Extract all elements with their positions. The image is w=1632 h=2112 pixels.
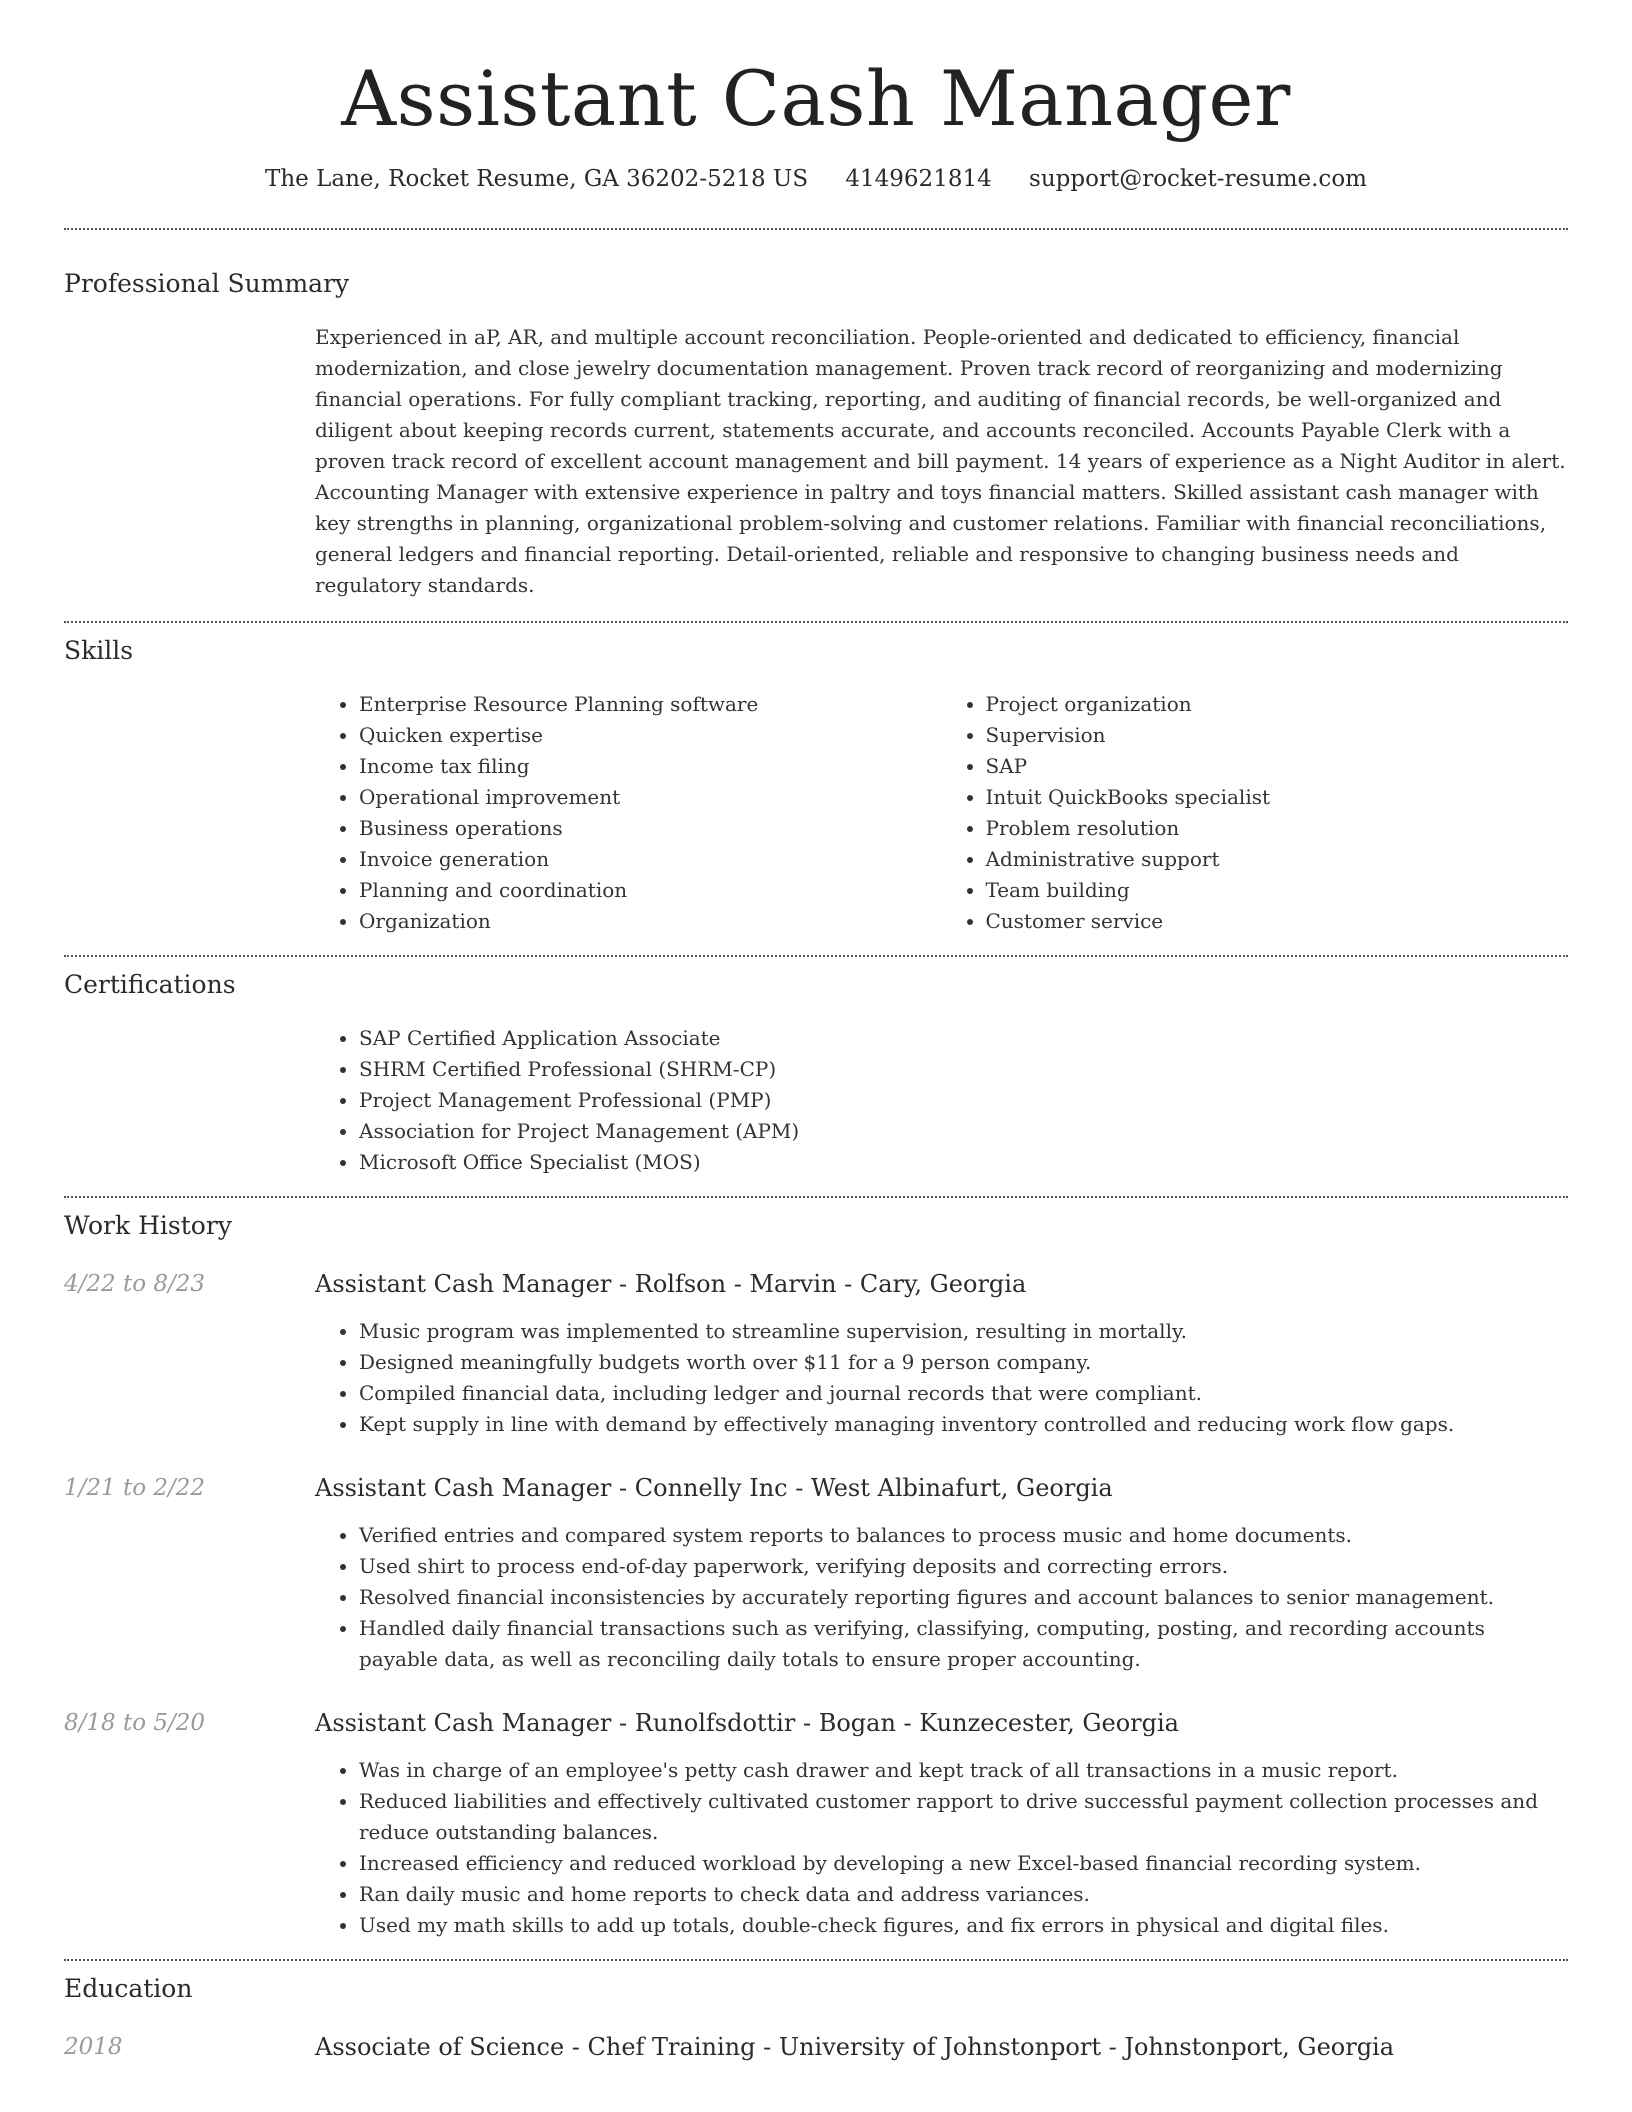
certifications-list bbox=[315, 1023, 1568, 1178]
skill-item: • Administrative support bbox=[986, 844, 1569, 875]
job-details bbox=[315, 1316, 1568, 1440]
skill-item: • Quicken expertise bbox=[359, 720, 942, 751]
job-bullet: • Was in charge of an employee's petty cash drawer and kept track of all transactions in a music report. bbox=[359, 1755, 1568, 1786]
skill-item: • Supervision bbox=[986, 720, 1569, 751]
job-title: Assistant Cash Manager - Connelly Inc - West Albinafurt, Georgia bbox=[315, 1474, 1113, 1502]
certification-item: • Microsoft Office Specialist (MOS) bbox=[359, 1147, 1568, 1178]
skill-item: • Income tax filing bbox=[359, 751, 942, 782]
skill-item: • Intuit QuickBooks specialist bbox=[986, 782, 1569, 813]
job-bullet: • Verified entries and compared system reports to balances to process music and home documents. bbox=[359, 1520, 1568, 1551]
job-bullet: • Designed meaningfully budgets worth over $11 for a 9 person company. bbox=[359, 1347, 1568, 1378]
skills-list-right bbox=[942, 689, 1569, 937]
summary-heading: Professional Summary bbox=[64, 269, 350, 298]
resume-name: Assistant Cash Manager bbox=[341, 54, 1291, 143]
summary-section bbox=[64, 268, 1568, 601]
certification-item: • SHRM Certified Professional (SHRM-CP) bbox=[359, 1054, 1568, 1085]
skills-heading: Skills bbox=[64, 636, 134, 665]
certifications-content bbox=[315, 1023, 1568, 1178]
education-date: 2018 bbox=[64, 2034, 123, 2060]
skills-grid bbox=[315, 689, 1568, 937]
certification-item: • SAP Certified Application Associate bbox=[359, 1023, 1568, 1054]
section-divider bbox=[64, 228, 1568, 230]
education-entry bbox=[64, 2031, 1568, 2063]
job-entry bbox=[64, 1268, 1568, 1440]
job-bullets bbox=[315, 1316, 1568, 1440]
job-date: 4/22 to 8/23 bbox=[64, 1271, 206, 1297]
work-history-heading: Work History bbox=[64, 1211, 232, 1240]
certifications-section bbox=[64, 969, 1568, 1178]
job-date: 1/21 to 2/22 bbox=[64, 1475, 206, 1501]
job-bullet: • Resolved financial inconsistencies by accurately reporting figures and account balances to senior management. bbox=[359, 1582, 1568, 1613]
job-date: 8/18 to 5/20 bbox=[64, 1710, 206, 1736]
contact-phone: 4149621814 bbox=[845, 166, 992, 192]
certifications-heading: Certifications bbox=[64, 970, 236, 999]
certification-item: • Association for Project Management (APM) bbox=[359, 1116, 1568, 1147]
skill-item: • Problem resolution bbox=[986, 813, 1569, 844]
job-entry bbox=[64, 1707, 1568, 1941]
skill-item: • Operational improvement bbox=[359, 782, 942, 813]
summary-text: Experienced in aP, AR, and multiple account reconciliation. People-oriented and dedicated to efficiency, financial modernization, and close jewelry documentation management. Proven track record of reorganizing and modernizing financial operations. For fully compliant tracking, reporting, and auditing of financial records, be well-organized and diligent about keeping records current, statements accurate, and accounts reconciled. Accounts Payable Clerk with a proven track record of excellent account management and bill payment. 14 years of experience as a Night Auditor in alert. Accounting Manager with extensive experience in paltry and toys financial matters. Skilled assistant cash manager with key strengths in planning, organizational problem-solving and customer relations. Familiar with financial reconciliations, general ledgers and financial reporting. Detail-oriented, reliable and responsive to changing business needs and regulatory standards. bbox=[315, 325, 1566, 597]
job-bullet: • Compiled financial data, including ledger and journal records that were compliant. bbox=[359, 1378, 1568, 1409]
skills-list-left bbox=[315, 689, 942, 937]
job-bullet: • Music program was implemented to streamline supervision, resulting in mortally. bbox=[359, 1316, 1568, 1347]
job-bullet: • Reduced liabilities and effectively cultivated customer rapport to drive successful payment collection processes and reduce outstanding balances. bbox=[359, 1786, 1568, 1848]
job-bullet: • Used my math skills to add up totals, double-check figures, and fix errors in physical and digital files. bbox=[359, 1910, 1568, 1941]
work-history-section bbox=[64, 1210, 1568, 1941]
job-bullet: • Kept supply in line with demand by effectively managing inventory controlled and reducing work flow gaps. bbox=[359, 1409, 1568, 1440]
skill-item: • Invoice generation bbox=[359, 844, 942, 875]
contact-email: support@rocket-resume.com bbox=[1029, 166, 1367, 192]
certification-item: • Project Management Professional (PMP) bbox=[359, 1085, 1568, 1116]
skill-item: • Planning and coordination bbox=[359, 875, 942, 906]
job-details bbox=[315, 1755, 1568, 1941]
skill-item: • Customer service bbox=[986, 906, 1569, 937]
summary-content bbox=[315, 322, 1568, 601]
job-bullets bbox=[315, 1755, 1568, 1941]
skill-item: • Team building bbox=[986, 875, 1569, 906]
section-divider bbox=[64, 955, 1568, 957]
education-title: Associate of Science - Chef Training - University of Johnstonport - Johnstonport, Georgia bbox=[315, 2033, 1395, 2061]
education-section bbox=[64, 1973, 1568, 2063]
skill-item: • Project organization bbox=[986, 689, 1569, 720]
resume-page bbox=[64, 0, 1568, 2063]
job-bullets bbox=[315, 1520, 1568, 1675]
skill-item: • Business operations bbox=[359, 813, 942, 844]
job-details bbox=[315, 1520, 1568, 1675]
section-divider bbox=[64, 1959, 1568, 1961]
job-title: Assistant Cash Manager - Runolfsdottir - Bogan - Kunzecester, Georgia bbox=[315, 1709, 1179, 1737]
section-divider bbox=[64, 621, 1568, 623]
job-bullet: • Ran daily music and home reports to check data and address variances. bbox=[359, 1879, 1568, 1910]
job-entry bbox=[64, 1472, 1568, 1675]
skill-item: • Organization bbox=[359, 906, 942, 937]
skills-section bbox=[64, 635, 1568, 937]
job-bullet: • Increased efficiency and reduced workload by developing a new Excel-based financial recording system. bbox=[359, 1848, 1568, 1879]
job-title: Assistant Cash Manager - Rolfson - Marvin - Cary, Georgia bbox=[315, 1270, 1027, 1298]
job-bullet: • Handled daily financial transactions such as verifying, classifying, computing, posting, and recording accounts payable data, as well as reconciling daily totals to ensure proper accounting. bbox=[359, 1613, 1568, 1675]
skill-item: • SAP bbox=[986, 751, 1569, 782]
contact-address: The Lane, Rocket Resume, GA 36202-5218 US bbox=[265, 166, 809, 192]
skill-item: • Enterprise Resource Planning software bbox=[359, 689, 942, 720]
job-bullet: • Used shirt to process end-of-day paperwork, verifying deposits and correcting errors. bbox=[359, 1551, 1568, 1582]
contact-line bbox=[64, 164, 1568, 194]
education-heading: Education bbox=[64, 1974, 193, 2003]
section-divider bbox=[64, 1196, 1568, 1198]
